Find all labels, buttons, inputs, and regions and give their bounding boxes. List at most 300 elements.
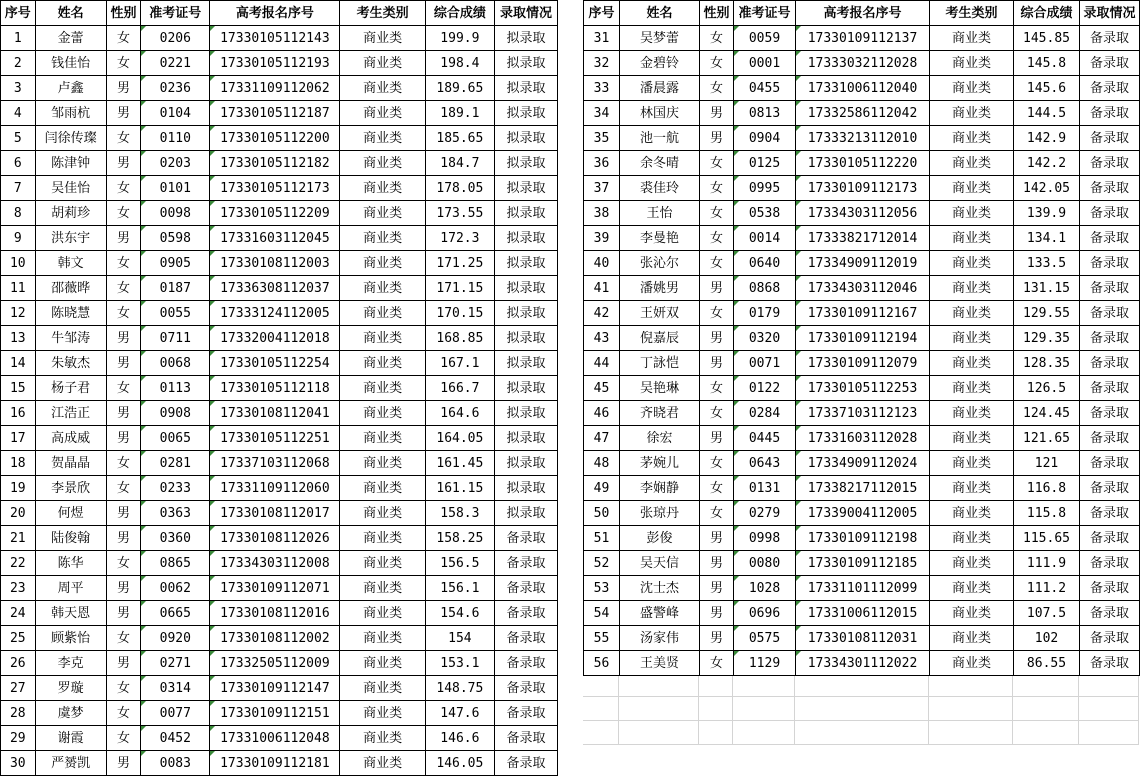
cell-registration-no[interactable]: 17330109112181: [210, 751, 340, 776]
cell-registration-no[interactable]: 17333213112010: [796, 126, 930, 151]
cell-registration-no[interactable]: 17336308112037: [210, 276, 340, 301]
empty-cell[interactable]: [619, 697, 699, 721]
cell-exam-id[interactable]: 0068: [141, 351, 210, 376]
cell-registration-no[interactable]: 17331006112015: [796, 601, 930, 626]
cell-name[interactable]: 谢霞: [35, 726, 106, 751]
cell-name[interactable]: 彭俊: [620, 526, 700, 551]
cell-score[interactable]: 134.1: [1014, 226, 1080, 251]
cell-exam-id[interactable]: 0131: [734, 476, 796, 501]
cell-gender[interactable]: 男: [700, 576, 734, 601]
cell-exam-id[interactable]: 0314: [141, 676, 210, 701]
cell-registration-no[interactable]: 17330105112251: [210, 426, 340, 451]
cell-status[interactable]: 备录取: [1080, 501, 1140, 526]
cell-score[interactable]: 111.2: [1014, 576, 1080, 601]
cell-seq[interactable]: 26: [1, 651, 36, 676]
cell-status[interactable]: 拟录取: [494, 301, 557, 326]
cell-gender[interactable]: 女: [700, 401, 734, 426]
cell-registration-no[interactable]: 17330109112198: [796, 526, 930, 551]
cell-score[interactable]: 156.1: [425, 576, 494, 601]
cell-score[interactable]: 145.8: [1014, 51, 1080, 76]
cell-category[interactable]: 商业类: [930, 251, 1014, 276]
cell-registration-no[interactable]: 17337103112068: [210, 451, 340, 476]
cell-status[interactable]: 备录取: [1080, 626, 1140, 651]
cell-category[interactable]: 商业类: [930, 576, 1014, 601]
cell-gender[interactable]: 女: [106, 201, 141, 226]
cell-status[interactable]: 拟录取: [494, 326, 557, 351]
cell-seq[interactable]: 53: [584, 576, 620, 601]
cell-registration-no[interactable]: 17331101112099: [796, 576, 930, 601]
cell-seq[interactable]: 40: [584, 251, 620, 276]
cell-name[interactable]: 余冬晴: [620, 151, 700, 176]
cell-category[interactable]: 商业类: [340, 526, 425, 551]
cell-seq[interactable]: 7: [1, 176, 36, 201]
cell-status[interactable]: 备录取: [1080, 651, 1140, 676]
cell-seq[interactable]: 51: [584, 526, 620, 551]
cell-seq[interactable]: 52: [584, 551, 620, 576]
empty-cell[interactable]: [583, 721, 619, 745]
cell-score[interactable]: 129.35: [1014, 326, 1080, 351]
cell-name[interactable]: 罗璇: [35, 676, 106, 701]
cell-category[interactable]: 商业类: [930, 426, 1014, 451]
cell-exam-id[interactable]: 0908: [141, 401, 210, 426]
cell-status[interactable]: 备录取: [1080, 201, 1140, 226]
cell-exam-id[interactable]: 0281: [141, 451, 210, 476]
cell-exam-id[interactable]: 0203: [141, 151, 210, 176]
cell-status[interactable]: 拟录取: [494, 226, 557, 251]
cell-seq[interactable]: 16: [1, 401, 36, 426]
cell-category[interactable]: 商业类: [340, 126, 425, 151]
cell-score[interactable]: 164.6: [425, 401, 494, 426]
cell-name[interactable]: 潘晨露: [620, 76, 700, 101]
cell-exam-id[interactable]: 0452: [141, 726, 210, 751]
cell-exam-id[interactable]: 0014: [734, 226, 796, 251]
cell-gender[interactable]: 女: [106, 701, 141, 726]
cell-exam-id[interactable]: 0284: [734, 401, 796, 426]
cell-category[interactable]: 商业类: [340, 401, 425, 426]
cell-score[interactable]: 107.5: [1014, 601, 1080, 626]
cell-seq[interactable]: 50: [584, 501, 620, 526]
cell-score[interactable]: 168.85: [425, 326, 494, 351]
cell-registration-no[interactable]: 17330109112151: [210, 701, 340, 726]
cell-gender[interactable]: 女: [106, 51, 141, 76]
cell-exam-id[interactable]: 0233: [141, 476, 210, 501]
cell-status[interactable]: 拟录取: [494, 176, 557, 201]
cell-seq[interactable]: 42: [584, 301, 620, 326]
cell-score[interactable]: 126.5: [1014, 376, 1080, 401]
cell-category[interactable]: 商业类: [340, 276, 425, 301]
cell-score[interactable]: 154: [425, 626, 494, 651]
cell-exam-id[interactable]: 0122: [734, 376, 796, 401]
empty-cell[interactable]: [1013, 673, 1079, 697]
cell-registration-no[interactable]: 17331006112048: [210, 726, 340, 751]
cell-registration-no[interactable]: 17330109112071: [210, 576, 340, 601]
cell-score[interactable]: 133.5: [1014, 251, 1080, 276]
cell-registration-no[interactable]: 17334909112019: [796, 251, 930, 276]
cell-score[interactable]: 115.65: [1014, 526, 1080, 551]
cell-registration-no[interactable]: 17330108112026: [210, 526, 340, 551]
cell-gender[interactable]: 女: [106, 126, 141, 151]
cell-seq[interactable]: 25: [1, 626, 36, 651]
cell-gender[interactable]: 女: [700, 26, 734, 51]
cell-seq[interactable]: 4: [1, 101, 36, 126]
cell-gender[interactable]: 女: [106, 26, 141, 51]
cell-category[interactable]: 商业类: [340, 376, 425, 401]
cell-seq[interactable]: 11: [1, 276, 36, 301]
cell-status[interactable]: 拟录取: [494, 426, 557, 451]
empty-cell[interactable]: [733, 721, 795, 745]
cell-exam-id[interactable]: 0643: [734, 451, 796, 476]
cell-seq[interactable]: 15: [1, 376, 36, 401]
cell-registration-no[interactable]: 17333124112005: [210, 301, 340, 326]
cell-gender[interactable]: 女: [106, 476, 141, 501]
cell-score[interactable]: 129.55: [1014, 301, 1080, 326]
cell-category[interactable]: 商业类: [930, 451, 1014, 476]
cell-name[interactable]: 吴佳怡: [35, 176, 106, 201]
cell-seq[interactable]: 24: [1, 601, 36, 626]
cell-score[interactable]: 115.8: [1014, 501, 1080, 526]
cell-category[interactable]: 商业类: [340, 576, 425, 601]
cell-score[interactable]: 173.55: [425, 201, 494, 226]
cell-score[interactable]: 189.65: [425, 76, 494, 101]
cell-registration-no[interactable]: 17330105112220: [796, 151, 930, 176]
empty-cell[interactable]: [1013, 721, 1079, 745]
cell-gender[interactable]: 女: [700, 151, 734, 176]
cell-registration-no[interactable]: 17331006112040: [796, 76, 930, 101]
cell-gender[interactable]: 女: [700, 476, 734, 501]
cell-gender[interactable]: 男: [106, 401, 141, 426]
cell-seq[interactable]: 9: [1, 226, 36, 251]
cell-exam-id[interactable]: 0813: [734, 101, 796, 126]
cell-name[interactable]: 江浩正: [35, 401, 106, 426]
cell-name[interactable]: 丁詠恺: [620, 351, 700, 376]
cell-name[interactable]: 韩天恩: [35, 601, 106, 626]
cell-name[interactable]: 汤家伟: [620, 626, 700, 651]
cell-status[interactable]: 备录取: [1080, 151, 1140, 176]
cell-registration-no[interactable]: 17333032112028: [796, 51, 930, 76]
empty-cell[interactable]: [929, 673, 1013, 697]
cell-exam-id[interactable]: 0271: [141, 651, 210, 676]
cell-gender[interactable]: 女: [700, 651, 734, 676]
cell-category[interactable]: 商业类: [930, 176, 1014, 201]
cell-seq[interactable]: 13: [1, 326, 36, 351]
cell-score[interactable]: 148.75: [425, 676, 494, 701]
cell-exam-id[interactable]: 0711: [141, 326, 210, 351]
cell-category[interactable]: 商业类: [340, 326, 425, 351]
cell-status[interactable]: 拟录取: [494, 501, 557, 526]
cell-exam-id[interactable]: 0098: [141, 201, 210, 226]
cell-name[interactable]: 张沁尔: [620, 251, 700, 276]
cell-gender[interactable]: 女: [106, 251, 141, 276]
cell-name[interactable]: 陈华: [35, 551, 106, 576]
cell-score[interactable]: 121.65: [1014, 426, 1080, 451]
cell-category[interactable]: 商业类: [340, 626, 425, 651]
cell-score[interactable]: 145.85: [1014, 26, 1080, 51]
cell-exam-id[interactable]: 0125: [734, 151, 796, 176]
cell-name[interactable]: 钱佳怡: [35, 51, 106, 76]
cell-category[interactable]: 商业类: [930, 151, 1014, 176]
cell-exam-id[interactable]: 0077: [141, 701, 210, 726]
cell-category[interactable]: 商业类: [340, 426, 425, 451]
cell-name[interactable]: 贺晶晶: [35, 451, 106, 476]
cell-status[interactable]: 备录取: [1080, 51, 1140, 76]
cell-exam-id[interactable]: 0113: [141, 376, 210, 401]
cell-score[interactable]: 154.6: [425, 601, 494, 626]
cell-gender[interactable]: 男: [700, 551, 734, 576]
cell-category[interactable]: 商业类: [930, 526, 1014, 551]
cell-seq[interactable]: 34: [584, 101, 620, 126]
cell-score[interactable]: 131.15: [1014, 276, 1080, 301]
cell-status[interactable]: 备录取: [494, 751, 557, 776]
cell-category[interactable]: 商业类: [930, 501, 1014, 526]
cell-name[interactable]: 韩文: [35, 251, 106, 276]
cell-name[interactable]: 陈晓慧: [35, 301, 106, 326]
cell-status[interactable]: 拟录取: [494, 376, 557, 401]
cell-registration-no[interactable]: 17332505112009: [210, 651, 340, 676]
empty-cell[interactable]: [583, 673, 619, 697]
cell-category[interactable]: 商业类: [930, 551, 1014, 576]
cell-registration-no[interactable]: 17330109112079: [796, 351, 930, 376]
cell-status[interactable]: 拟录取: [494, 26, 557, 51]
cell-status[interactable]: 备录取: [1080, 226, 1140, 251]
cell-score[interactable]: 128.35: [1014, 351, 1080, 376]
cell-name[interactable]: 杨子君: [35, 376, 106, 401]
cell-registration-no[interactable]: 17330108112017: [210, 501, 340, 526]
cell-registration-no[interactable]: 17339004112005: [796, 501, 930, 526]
cell-status[interactable]: 备录取: [1080, 601, 1140, 626]
cell-status[interactable]: 备录取: [1080, 376, 1140, 401]
cell-score[interactable]: 116.8: [1014, 476, 1080, 501]
cell-name[interactable]: 王美贤: [620, 651, 700, 676]
cell-gender[interactable]: 女: [700, 51, 734, 76]
cell-score[interactable]: 198.4: [425, 51, 494, 76]
cell-gender[interactable]: 男: [106, 751, 141, 776]
empty-cell[interactable]: [619, 721, 699, 745]
cell-name[interactable]: 金碧铃: [620, 51, 700, 76]
cell-score[interactable]: 158.25: [425, 526, 494, 551]
cell-score[interactable]: 153.1: [425, 651, 494, 676]
cell-status[interactable]: 备录取: [494, 526, 557, 551]
cell-category[interactable]: 商业类: [930, 301, 1014, 326]
cell-score[interactable]: 158.3: [425, 501, 494, 526]
cell-exam-id[interactable]: 0320: [734, 326, 796, 351]
cell-gender[interactable]: 女: [106, 451, 141, 476]
cell-status[interactable]: 备录取: [1080, 401, 1140, 426]
empty-cell[interactable]: [1013, 697, 1079, 721]
cell-status[interactable]: 备录取: [1080, 76, 1140, 101]
cell-gender[interactable]: 男: [700, 626, 734, 651]
cell-gender[interactable]: 女: [700, 501, 734, 526]
cell-status[interactable]: 备录取: [494, 726, 557, 751]
cell-registration-no[interactable]: 17332586112042: [796, 101, 930, 126]
cell-exam-id[interactable]: 0696: [734, 601, 796, 626]
cell-gender[interactable]: 男: [106, 601, 141, 626]
cell-name[interactable]: 卢鑫: [35, 76, 106, 101]
cell-name[interactable]: 闫徐传璨: [35, 126, 106, 151]
cell-name[interactable]: 严赟凯: [35, 751, 106, 776]
cell-gender[interactable]: 男: [106, 101, 141, 126]
cell-seq[interactable]: 14: [1, 351, 36, 376]
cell-name[interactable]: 金蕾: [35, 26, 106, 51]
cell-registration-no[interactable]: 17330109112147: [210, 676, 340, 701]
cell-name[interactable]: 林国庆: [620, 101, 700, 126]
cell-name[interactable]: 顾紫怡: [35, 626, 106, 651]
cell-category[interactable]: 商业类: [340, 601, 425, 626]
cell-score[interactable]: 144.5: [1014, 101, 1080, 126]
empty-cell[interactable]: [699, 697, 733, 721]
cell-gender[interactable]: 女: [106, 676, 141, 701]
cell-status[interactable]: 拟录取: [494, 276, 557, 301]
cell-gender[interactable]: 女: [106, 551, 141, 576]
cell-status[interactable]: 备录取: [1080, 101, 1140, 126]
cell-exam-id[interactable]: 0080: [734, 551, 796, 576]
cell-name[interactable]: 盛警峰: [620, 601, 700, 626]
cell-score[interactable]: 86.55: [1014, 651, 1080, 676]
cell-score[interactable]: 124.45: [1014, 401, 1080, 426]
cell-name[interactable]: 李曼艳: [620, 226, 700, 251]
cell-exam-id[interactable]: 0062: [141, 576, 210, 601]
cell-status[interactable]: 备录取: [494, 551, 557, 576]
cell-name[interactable]: 周平: [35, 576, 106, 601]
cell-exam-id[interactable]: 0920: [141, 626, 210, 651]
cell-exam-id[interactable]: 0101: [141, 176, 210, 201]
cell-status[interactable]: 拟录取: [494, 101, 557, 126]
cell-gender[interactable]: 男: [106, 526, 141, 551]
cell-seq[interactable]: 3: [1, 76, 36, 101]
cell-name[interactable]: 张琼丹: [620, 501, 700, 526]
cell-registration-no[interactable]: 17330109112167: [796, 301, 930, 326]
cell-seq[interactable]: 48: [584, 451, 620, 476]
cell-name[interactable]: 邹雨杭: [35, 101, 106, 126]
cell-score[interactable]: 146.05: [425, 751, 494, 776]
cell-name[interactable]: 齐晓君: [620, 401, 700, 426]
cell-exam-id[interactable]: 0575: [734, 626, 796, 651]
cell-exam-id[interactable]: 0187: [141, 276, 210, 301]
empty-cell[interactable]: [1079, 673, 1139, 697]
cell-exam-id[interactable]: 0221: [141, 51, 210, 76]
cell-status[interactable]: 备录取: [1080, 26, 1140, 51]
cell-status[interactable]: 备录取: [1080, 176, 1140, 201]
cell-score[interactable]: 172.3: [425, 226, 494, 251]
cell-name[interactable]: 何煜: [35, 501, 106, 526]
cell-exam-id[interactable]: 0538: [734, 201, 796, 226]
empty-cell[interactable]: [733, 697, 795, 721]
cell-category[interactable]: 商业类: [340, 726, 425, 751]
cell-gender[interactable]: 女: [700, 451, 734, 476]
cell-exam-id[interactable]: 0363: [141, 501, 210, 526]
cell-registration-no[interactable]: 17332004112018: [210, 326, 340, 351]
cell-name[interactable]: 潘姚男: [620, 276, 700, 301]
cell-name[interactable]: 陈津钟: [35, 151, 106, 176]
cell-gender[interactable]: 女: [700, 76, 734, 101]
cell-status[interactable]: 备录取: [1080, 476, 1140, 501]
cell-registration-no[interactable]: 17330108112031: [796, 626, 930, 651]
empty-cell[interactable]: [795, 721, 929, 745]
cell-seq[interactable]: 30: [1, 751, 36, 776]
cell-gender[interactable]: 男: [106, 576, 141, 601]
cell-score[interactable]: 166.7: [425, 376, 494, 401]
cell-exam-id[interactable]: 0179: [734, 301, 796, 326]
cell-score[interactable]: 145.6: [1014, 76, 1080, 101]
cell-score[interactable]: 199.9: [425, 26, 494, 51]
cell-gender[interactable]: 女: [700, 201, 734, 226]
cell-score[interactable]: 189.1: [425, 101, 494, 126]
cell-name[interactable]: 池一航: [620, 126, 700, 151]
cell-category[interactable]: 商业类: [340, 201, 425, 226]
cell-gender[interactable]: 女: [700, 301, 734, 326]
empty-cell[interactable]: [733, 673, 795, 697]
cell-name[interactable]: 徐宏: [620, 426, 700, 451]
cell-status[interactable]: 备录取: [494, 576, 557, 601]
cell-status[interactable]: 备录取: [494, 651, 557, 676]
cell-registration-no[interactable]: 17334301112022: [796, 651, 930, 676]
cell-status[interactable]: 拟录取: [494, 451, 557, 476]
cell-seq[interactable]: 46: [584, 401, 620, 426]
cell-seq[interactable]: 55: [584, 626, 620, 651]
cell-gender[interactable]: 男: [700, 601, 734, 626]
cell-gender[interactable]: 男: [700, 351, 734, 376]
cell-status[interactable]: 备录取: [1080, 576, 1140, 601]
cell-status[interactable]: 备录取: [494, 626, 557, 651]
cell-exam-id[interactable]: 0059: [734, 26, 796, 51]
cell-seq[interactable]: 44: [584, 351, 620, 376]
cell-gender[interactable]: 女: [700, 176, 734, 201]
cell-name[interactable]: 陆俊翰: [35, 526, 106, 551]
cell-registration-no[interactable]: 17330105112253: [796, 376, 930, 401]
empty-cell[interactable]: [699, 673, 733, 697]
cell-name[interactable]: 胡莉珍: [35, 201, 106, 226]
cell-name[interactable]: 吴天信: [620, 551, 700, 576]
cell-category[interactable]: 商业类: [930, 276, 1014, 301]
empty-cell[interactable]: [1079, 697, 1139, 721]
cell-status[interactable]: 备录取: [1080, 301, 1140, 326]
cell-name[interactable]: 邵薇晔: [35, 276, 106, 301]
cell-status[interactable]: 备录取: [494, 701, 557, 726]
cell-exam-id[interactable]: 0236: [141, 76, 210, 101]
cell-status[interactable]: 备录取: [1080, 251, 1140, 276]
cell-exam-id[interactable]: 0598: [141, 226, 210, 251]
cell-status[interactable]: 拟录取: [494, 251, 557, 276]
cell-status[interactable]: 拟录取: [494, 351, 557, 376]
empty-cell[interactable]: [1079, 721, 1139, 745]
cell-exam-id[interactable]: 0083: [141, 751, 210, 776]
cell-seq[interactable]: 32: [584, 51, 620, 76]
cell-registration-no[interactable]: 17330108112041: [210, 401, 340, 426]
cell-gender[interactable]: 男: [106, 326, 141, 351]
cell-exam-id[interactable]: 0665: [141, 601, 210, 626]
cell-exam-id[interactable]: 0995: [734, 176, 796, 201]
cell-status[interactable]: 拟录取: [494, 126, 557, 151]
empty-cell[interactable]: [619, 673, 699, 697]
cell-seq[interactable]: 21: [1, 526, 36, 551]
cell-status[interactable]: 备录取: [1080, 351, 1140, 376]
cell-gender[interactable]: 男: [700, 426, 734, 451]
cell-seq[interactable]: 38: [584, 201, 620, 226]
cell-score[interactable]: 142.2: [1014, 151, 1080, 176]
cell-status[interactable]: 备录取: [1080, 551, 1140, 576]
cell-gender[interactable]: 男: [700, 101, 734, 126]
cell-score[interactable]: 171.25: [425, 251, 494, 276]
cell-name[interactable]: 吴梦蕾: [620, 26, 700, 51]
cell-name[interactable]: 李娴静: [620, 476, 700, 501]
cell-gender[interactable]: 男: [106, 426, 141, 451]
cell-registration-no[interactable]: 17331109112062: [210, 76, 340, 101]
cell-registration-no[interactable]: 17338217112015: [796, 476, 930, 501]
cell-score[interactable]: 121: [1014, 451, 1080, 476]
cell-registration-no[interactable]: 17334303112056: [796, 201, 930, 226]
cell-seq[interactable]: 35: [584, 126, 620, 151]
cell-exam-id[interactable]: 1129: [734, 651, 796, 676]
cell-exam-id[interactable]: 0071: [734, 351, 796, 376]
